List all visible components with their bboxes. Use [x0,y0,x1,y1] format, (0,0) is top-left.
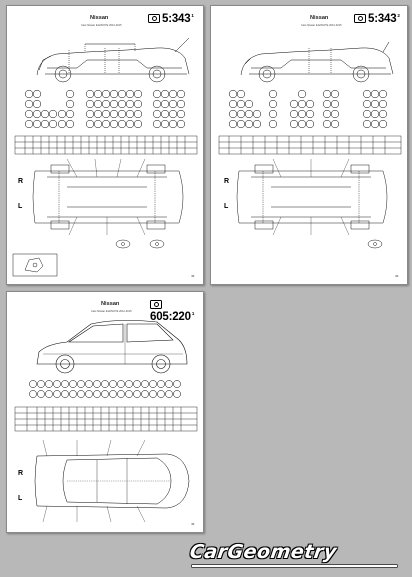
camera-icon [354,14,366,23]
document-page-3 [6,291,204,533]
left-side-label: L [18,495,23,502]
chassis-plan-diagram [7,157,203,237]
reference-sup: 1 [191,311,195,316]
camera-icon [150,300,162,309]
measurement-table-3 [7,406,203,434]
measurement-points-1 [7,88,203,136]
point-row-top [229,90,387,98]
page-reference [148,13,194,25]
page-make-label: Nissan [310,15,329,21]
measurement-points-3 [7,378,203,408]
reference-code: 5:343 [162,13,191,25]
page-make-label: Nissan [101,301,120,307]
page-subtitle: Cars Nissan E12/NOTE 2012-2015 [91,310,132,313]
reference-code: 5:343 [368,13,397,25]
document-page-2 [210,5,408,285]
point-row-symbols [229,110,387,118]
point-row-symbols [25,110,185,118]
document-page-1 [6,5,204,285]
point-row-numbers [29,380,180,387]
page-number: 49 [395,274,399,278]
brand-underline [192,565,397,567]
point-row-bottom [229,120,387,128]
brand-logo-text: CarGeometry [188,541,339,563]
right-side-label: R [224,178,230,185]
left-side-label: L [18,203,23,210]
detail-inset-drawings [7,234,203,278]
body-side-diagram [7,314,203,376]
right-side-label: R [18,178,24,185]
page-make-label: Nissan [90,15,109,21]
reference-sup: 1 [191,13,194,18]
page-number: 49 [191,522,195,526]
reference-code: 605:220 [150,311,191,323]
page-number: 49 [191,274,195,278]
point-row-bottom [25,120,185,128]
page-subtitle: Cars Nissan E12/NOTE 2012-2015 [81,24,122,27]
reference-sup: 2 [397,13,400,18]
body-plan-diagram [7,436,203,526]
measurement-table-2 [211,135,407,157]
chassis-side-diagram [211,30,407,90]
left-side-label: L [224,203,229,210]
point-row-letters [25,100,185,108]
brand-logo [190,541,402,569]
measurement-points-2 [211,88,407,136]
right-side-label: R [18,470,24,477]
camera-icon [148,14,160,23]
measurement-table-1 [7,135,203,157]
chassis-plan-diagram [211,157,407,237]
point-row-letters [229,100,387,108]
chassis-side-diagram [7,30,203,90]
detail-inset-drawings [211,234,407,278]
page-subtitle: Cars Nissan E12/NOTE 2012-2015 [301,24,342,27]
point-row-symbols [29,390,180,397]
page-reference [354,13,400,25]
point-row-top [25,90,185,98]
